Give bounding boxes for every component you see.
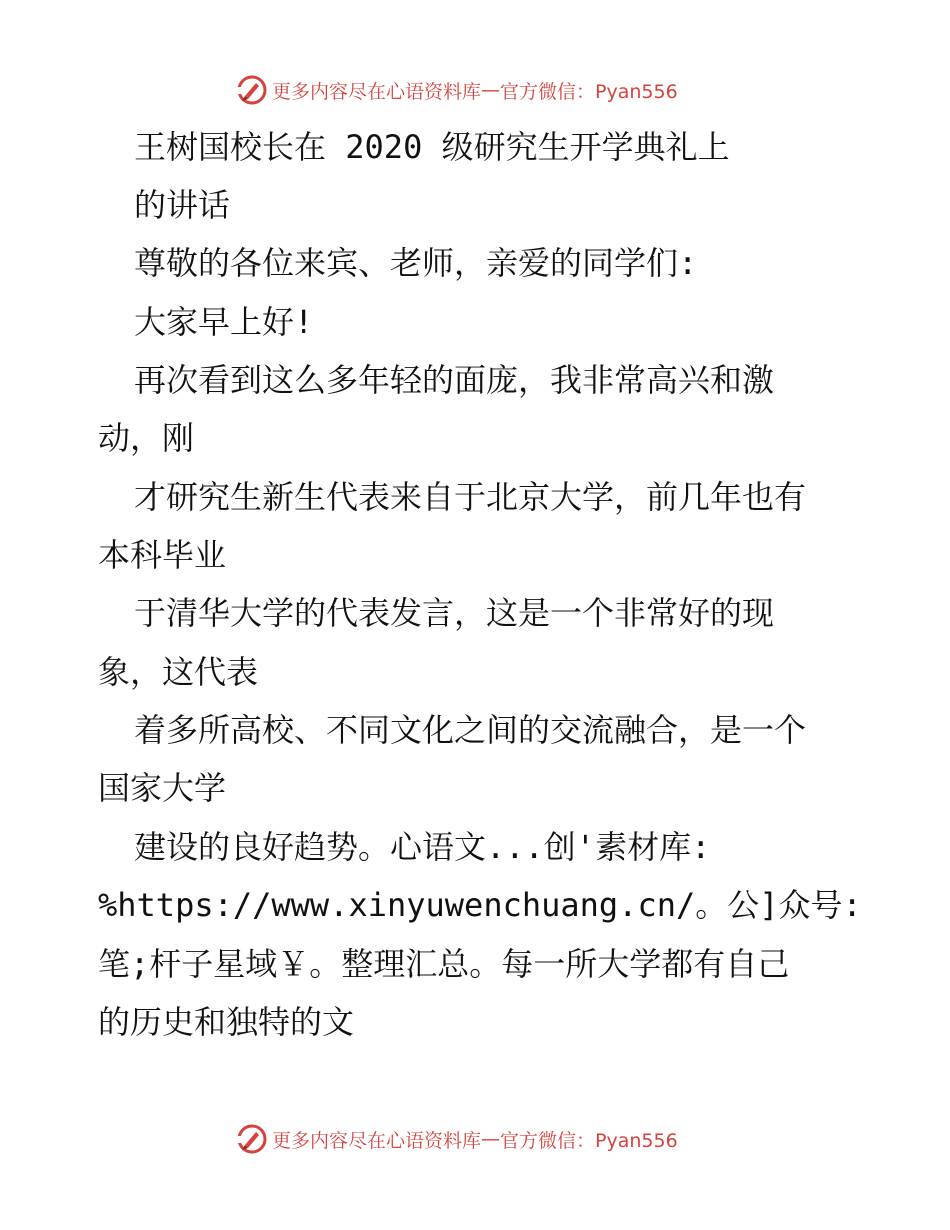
paragraph-line: 国家大学: [98, 769, 227, 807]
document-title-line: 的讲话: [134, 186, 231, 224]
paragraph-line: 本科毕业: [98, 536, 227, 574]
header-banner: [236, 73, 736, 107]
banner-separator: —: [481, 79, 501, 101]
footer-banner: [236, 1122, 736, 1156]
banner-wechat: 官方微信：Pyan556: [500, 80, 678, 103]
banner-text: 更多内容尽在心语资料库: [272, 1129, 482, 1152]
document-title-line: 王树国校长在 2020 级研究生开学典礼上: [134, 128, 730, 166]
paragraph-line: 尊敬的各位来宾、老师，亲爱的同学们:: [134, 244, 698, 282]
banner-wechat: 官方微信：Pyan556: [500, 1129, 678, 1152]
paragraph-line: 再次看到这么多年轻的面庞，我非常高兴和激: [134, 361, 775, 399]
paragraph-line: 大家早上好!: [134, 303, 314, 341]
logo-icon: [236, 74, 268, 106]
url-line: %https://www.xinyuwenchuang.cn/。公]众号:: [98, 886, 862, 924]
banner-separator: —: [481, 1128, 501, 1150]
paragraph-line: 建设的良好趋势。心语文...创'素材库:: [134, 828, 711, 866]
paragraph-line: 于清华大学的代表发言，这是一个非常好的现: [134, 594, 775, 632]
paragraph-line: 才研究生新生代表来自于北京大学，前几年也有: [134, 478, 807, 516]
banner-text: 更多内容尽在心语资料库: [272, 80, 482, 103]
paragraph-line: 笔;杆子星域￥。整理汇总。每一所大学都有自己: [98, 945, 790, 983]
paragraph-line: 着多所高校、不同文化之间的交流融合，是一个: [134, 711, 807, 749]
logo-icon: [236, 1123, 268, 1155]
paragraph-line: 动，刚: [98, 419, 195, 457]
paragraph-line: 的历史和独特的文: [98, 1003, 355, 1041]
paragraph-line: 象，这代表: [98, 653, 259, 691]
